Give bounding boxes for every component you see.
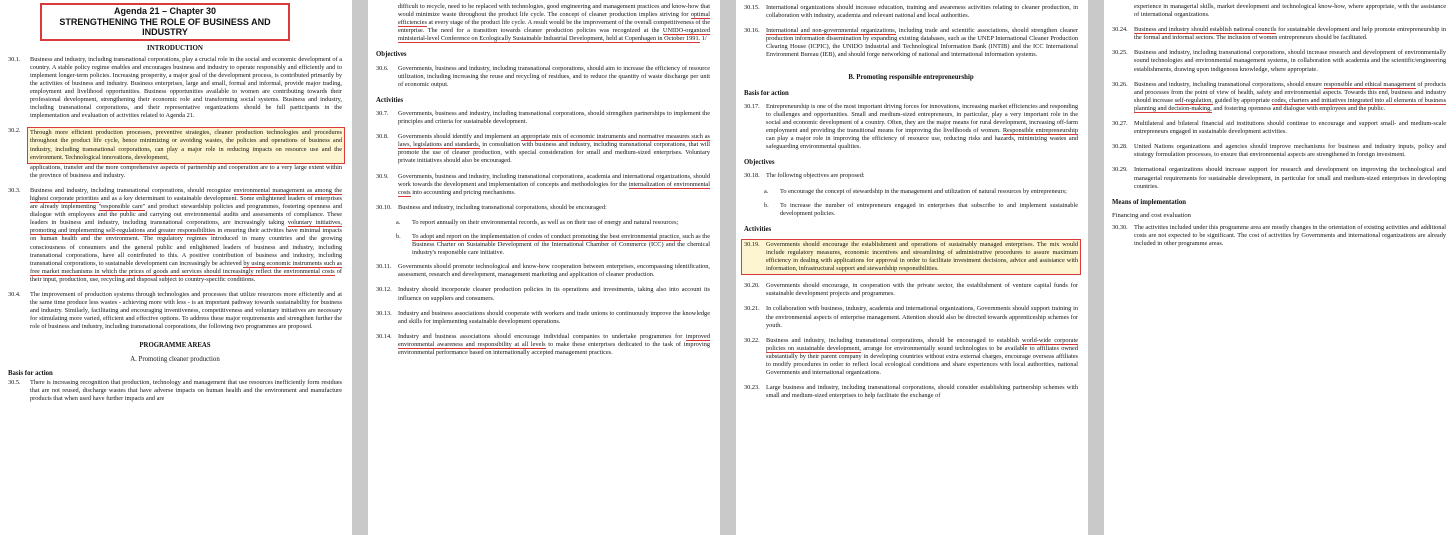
paragraph-number: 30.14. bbox=[376, 332, 392, 340]
page-2 bbox=[368, 0, 720, 535]
paragraph-text: Business and industry, including transnational corporations, should ensure bbox=[1134, 80, 1322, 88]
paragraph-number: 30.4. bbox=[8, 291, 21, 299]
paragraph-text: The activities included under this programme area are mostly changes in the orientation of existing activities and additional costs are not expected to be significant. The cost of activities by Governments and international organizations are already included in other programme areas. bbox=[1134, 223, 1446, 248]
paragraph-text: Governments should identify and implement an bbox=[398, 133, 520, 141]
underlined-phrase: optimal efficiencies bbox=[398, 11, 710, 27]
paragraph-30-28 bbox=[1112, 143, 1446, 159]
paragraph-text: at every stage of the product life cycle. A result would be the improvement of the overall competitiveness of the enterprise. The need for a transition towards cleaner production policies was recognized at the bbox=[398, 19, 711, 35]
paragraph-30-26 bbox=[1112, 81, 1446, 113]
highlighted-passage: Governments should encourage the establishment and operations of sustainably managed enterprises. The mix would include regulatory measures, economic incentives and streamlining of administrative procedures to assure maximum efficiency in dealing with applications for approval in order to facilitate investment decisions, advice and assistance with information, infrastructural support and stewardship responsibilities. bbox=[766, 240, 1078, 273]
paragraph-number: 30.1. bbox=[8, 55, 21, 63]
paragraph-text: Entrepreneurship is one of the most important driving forces for innovations, increasing market efficiencies and responding to challenges and opportunities. Small and medium-sized entrepreneurs, in particular, play a very important role in the social and economic development of a country. Often, they are the major means for rural development, increasing off-farm employment and providing the transitional means for improving the livelihoods of women. bbox=[766, 102, 1078, 135]
underlined-phrase: To adopt and report on the implementation of codes of conduct promoting the best environmental practice, bbox=[412, 232, 681, 240]
subitem-text: To encourage the concept of stewardship in the management and utilization of natural resources by entrepreneurs; bbox=[780, 187, 1067, 195]
paragraph-30-6 bbox=[376, 65, 710, 89]
paragraph-30-5 bbox=[8, 379, 342, 403]
paragraph-30-11 bbox=[376, 263, 710, 279]
paragraph-text: United Nations organizations and agencies should improve mechanisms for business and industry inputs, policy and strategy formulation processes, to ensure that environmental aspects are strengthened in foreign investment. bbox=[1134, 143, 1446, 159]
subitem-text: such as the Business Charter on Sustainable Development of the International Chamber of Commerce (ICC) and the chemical industry's responsible care initiative. bbox=[412, 232, 710, 257]
paragraph-text: There is increasing recognition that production, technology and management that use resources inefficiently form residues that are not reused, discharge wastes that have adverse impacts on human health and the environment and manufacture products that when used have further impacts and are bbox=[30, 378, 342, 402]
underlined-phrase: self-regulation, bbox=[1174, 96, 1213, 104]
paragraph-number: 30.19. bbox=[744, 240, 760, 248]
paragraph-text: Industry and business associations should cooperate with workers and trade unions to continuously improve the knowledge and skills for implementing sustainable development operations. bbox=[398, 309, 710, 325]
basis-for-action-heading: Basis for action bbox=[8, 369, 53, 377]
subitem-a bbox=[396, 219, 710, 227]
paragraph-30-23 bbox=[744, 384, 1078, 400]
paragraph-text: of products and processes from the point of view of health, safety and environmental aspects. Towards this end, business and industry should increase bbox=[1134, 80, 1447, 104]
paragraph-number: 30.28. bbox=[1112, 143, 1128, 151]
activities-heading: Activities bbox=[744, 225, 772, 233]
paragraph-30-19 bbox=[741, 239, 1081, 275]
underlined-phrase: International and non-governmental organizations, bbox=[766, 27, 897, 35]
paragraph-30-20 bbox=[744, 282, 1078, 298]
paragraph-number: 30.13. bbox=[376, 309, 392, 317]
paragraph-number: 30.11. bbox=[376, 263, 392, 271]
paragraph-number: 30.2. bbox=[8, 127, 21, 135]
subitem-letter: b. bbox=[396, 232, 401, 240]
subitem-text: To report annually on their environmental records, as well as on their use of energy and natural resources; bbox=[412, 218, 679, 226]
subitem-text: To increase the number of entrepreneurs engaged in enterprises that subscribe to and implement sustainable development policies. bbox=[780, 201, 1078, 217]
paragraph-number: 30.6. bbox=[376, 64, 389, 72]
paragraph-text: Business and industry, including transnational corporations, play a crucial role in the social and economic development of a country. A stable policy regime enables and encourages business and industry to operate responsibly and efficiently and to implement longer-term policies. Increasing prosperity, a major goal of the development process, is contributed primarily by the activities of business and industry. Business enterprises, large and small, formal and informal, provide major trading, employment and livelihood opportunities. Business opportunities available to women are contributing towards their professional development, strengthening their economic role and transforming social systems. Business and industry, including transnational corporations, and their representative organizations should be full participants in the implementation and evaluation of activities related to Agenda 21. bbox=[30, 55, 342, 120]
paragraph-text: and fostering openness and dialogue with employees and the public. bbox=[1213, 104, 1386, 112]
paragraph-number: 30.29. bbox=[1112, 166, 1128, 174]
paragraph-text: and as a key determinant to sustainable development. Some enlightened leaders of enterprises are already implementing bbox=[30, 195, 342, 211]
paragraph-30-14 bbox=[376, 333, 710, 357]
paragraph-number: 30.5. bbox=[8, 378, 21, 386]
paragraph-text: applications, transfer and the more comprehensive aspects of partnership and cooperation are to a very large extent within the province of business and industry. bbox=[30, 163, 342, 179]
paragraph-text: Industry should incorporate cleaner production policies in its operations and investments, taking also into account its influence on suppliers and consumers. bbox=[398, 286, 710, 302]
paragraph-30-16 bbox=[744, 27, 1078, 59]
paragraph-text: in consultation with business and industry, including transnational corporations, that will promote the use of cleaner production, with special consideration for small and medium-sized enterprises. Voluntary private initiatives should also be encouraged. bbox=[398, 141, 711, 165]
page-3 bbox=[736, 0, 1088, 535]
paragraph-30-10 bbox=[376, 204, 710, 212]
paragraph-text: of their input, production, use, recycling and disposal subject to country-specific conditions. bbox=[30, 267, 343, 283]
paragraph-text: guided by appropriate bbox=[1214, 96, 1270, 104]
paragraph-30-21 bbox=[744, 305, 1078, 329]
paragraph-30-15 bbox=[744, 4, 1078, 20]
paragraph-number: 30.22. bbox=[744, 336, 760, 344]
page-1 bbox=[0, 0, 352, 535]
paragraph-text: including trade and scientific associations, should strengthen cleaner production information dissemination by expanding existing databases, such as the UNEP International Cleaner Production Clearing House (ICPIC), the UNIDO Industrial and Technological Information Bank (INTIB) and the ICC International Environment Bureau (IEB), and should forge networking of national and international information systems. bbox=[766, 27, 1079, 59]
paragraph-text: Business and industry, including transnational corporations, should increase research and development of environmentally sound technologies and environmental management systems, in collaboration with academia and the scientific/engineering establishments, drawing upon indigenous knowledge, where appropriate. bbox=[1134, 49, 1446, 73]
paragraph-30-13 bbox=[376, 310, 710, 326]
paragraph-30-30 bbox=[1112, 224, 1446, 248]
subitem-letter: b. bbox=[764, 201, 769, 209]
paragraph-text: The following objectives are proposed: bbox=[766, 172, 865, 180]
paragraph-number: 30.23. bbox=[744, 384, 760, 392]
title-line-2: STRENGTHENING THE ROLE OF BUSINESS AND INDUSTRY bbox=[59, 16, 271, 37]
paragraph-30-27 bbox=[1112, 120, 1446, 136]
paragraph-number: 30.17. bbox=[744, 102, 760, 110]
paragraph-number: 30.21. bbox=[744, 305, 760, 313]
underlined-phrase: "responsible care" bbox=[98, 203, 146, 211]
paragraph-number: 30.16. bbox=[744, 27, 760, 35]
document-title bbox=[40, 3, 290, 41]
programme-areas-heading: PROGRAMME AREAS bbox=[139, 341, 211, 349]
continued-paragraph bbox=[376, 3, 710, 43]
paragraph-number: 30.27. bbox=[1112, 120, 1128, 128]
programme-area-b-heading: B. Promoting responsible entrepreneurship bbox=[848, 73, 974, 81]
paragraph-number: 30.12. bbox=[376, 286, 392, 294]
paragraph-30-25 bbox=[1112, 49, 1446, 73]
paragraph-text: can play a major role in improving the efficiency of resource use, reducing risks and hazards, minimizing wastes and safeguarding environmental qualities. bbox=[766, 135, 1078, 151]
underlined-phrase: Business and industry should establish national councils bbox=[1134, 26, 1277, 34]
paragraph-text: Governments should promote technological and know-how cooperation between enterprises, encompassing identification, assessment, research and development, management marketing and application of cleaner production. bbox=[398, 263, 710, 279]
underlined-phrase: UNIDO-organized ministerial-level Conference on Ecologically Sustainable Industrial Development, held at Copenhagen in October 1991. bbox=[398, 27, 711, 43]
paragraph-number: 30.26. bbox=[1112, 80, 1128, 88]
paragraph-text: Governments should encourage, in cooperation with the private sector, the establishment of venture capital funds for sustainable development projects and programmes. bbox=[766, 282, 1078, 298]
underlined-phrase: voluntary initiatives, promoting and implementing self-regulations and greater responsibilities bbox=[30, 219, 342, 235]
subitem-a bbox=[764, 188, 1078, 196]
paragraph-text: arrange for environmentally sound technologies to be available to affiliates owned substantially by their parent company in developing countries without extra external charges, encourage overseas affiliates to modify procedures in order to reflect local ecological conditions and share experiences with local authorities, national Governments and international organizations. bbox=[766, 344, 1079, 377]
paragraph-30-1 bbox=[8, 56, 342, 121]
objectives-heading: Objectives bbox=[744, 159, 775, 167]
underlined-phrase: codes, charters and initiatives integrated into all elements of business planning and decision-making, bbox=[1134, 96, 1447, 112]
paragraph-text: The improvement of production systems through technologies and processes that utilize resources more efficiently and at the same time produce less wastes - achieving more with less - is an important pathway towards sustainability for business and industry. Similarly, facilitating and encouraging inventiveness, competitiveness and voluntary initiatives are necessary for stimulating more varied, efficient and effective options. To address these major requirements and strengthen further the role of business and industry, including transnational corporations, the following two programmes are proposed. bbox=[30, 291, 342, 331]
underlined-phrase: improved environmental awareness and responsibility at all levels bbox=[398, 332, 710, 348]
paragraph-number: 30.18. bbox=[744, 172, 760, 180]
paragraph-number: 30.3. bbox=[8, 186, 21, 194]
highlighted-passage: Through more efficient production processes, preventive strategies, cleaner production technologies and procedures throughout the product life cycle, hence minimizing or avoiding wastes, the policies and operations of business and industry, including transnational corporations, can play a major role in reducing impacts on resource use and the environment. Technological innovations, development, bbox=[27, 127, 345, 163]
page-4 bbox=[1104, 0, 1456, 535]
underlined-phrase: Responsible entrepreneurship bbox=[1002, 127, 1078, 135]
basis-for-action-heading: Basis for action bbox=[744, 89, 789, 97]
paragraph-number: 30.9. bbox=[376, 172, 389, 180]
paragraph-30-4 bbox=[8, 291, 342, 331]
paragraph-number: 30.24. bbox=[1112, 26, 1128, 34]
paragraph-text: International organizations should increase education, training and awareness activities relating to cleaner production, in collaboration with industry, academia and relevant national and local authorities. bbox=[766, 4, 1078, 20]
paragraph-30-18 bbox=[744, 172, 1078, 180]
paragraph-30-12 bbox=[376, 286, 710, 302]
paragraph-text: for sustainable development and help promote entrepreneurship in the formal and informal sectors. The inclusion of women entrepreneurs should be facilitated. bbox=[1134, 26, 1446, 42]
underlined-phrase: appropriate mix of economic instruments and normative measures such as laws, legislations and standards, bbox=[398, 133, 710, 149]
activities-heading: Activities bbox=[376, 96, 404, 104]
underlined-phrase: by using economic instruments such as free market mechanisms in which the prices of goods and services should increasingly reflect the environmental costs bbox=[30, 259, 343, 275]
paragraph-30-2 bbox=[8, 127, 342, 180]
paragraph-30-9 bbox=[376, 173, 710, 197]
paragraph-number: 30.25. bbox=[1112, 49, 1128, 57]
means-of-implementation-heading: Means of implementation bbox=[1112, 198, 1187, 206]
programme-area-a-heading: A. Promoting cleaner production bbox=[130, 355, 220, 363]
paragraph-text: in ensuring their activities have minimal impacts on human health and the environment. The regulatory regimes introduced in many countries and the growing consciousness of consumers and the general public and enlightened leaders of business and industry, including transnational corporations, have all contributed to this. A positive contribution of business and industry, including transnational corporations, to sustainable development can increasingly be achieved bbox=[30, 227, 342, 267]
paragraph-number: 30.10. bbox=[376, 203, 392, 211]
paragraph-text: Business and industry, including transnational corporations, should recognize bbox=[30, 186, 232, 194]
paragraph-text: Business and industry, including transnational corporations, should be encouraged: bbox=[398, 203, 607, 211]
paragraph-number: 30.7. bbox=[376, 109, 389, 117]
underlined-phrase: environmental management as among the highest corporate priorities bbox=[30, 186, 343, 202]
paragraph-30-17 bbox=[744, 103, 1078, 152]
subitem-letter: a. bbox=[396, 218, 401, 226]
continued-paragraph: experience in managerial skills, market development and technological know-how, where appropriate, with the assistance of international organizations. bbox=[1134, 3, 1446, 19]
title-line-1: Agenda 21 – Chapter 30 bbox=[113, 6, 217, 16]
paragraph-number: 30.20. bbox=[744, 282, 760, 290]
paragraph-text: difficult to recycle, need to be replaced with technologies, good engineering and management practices and know-how that would minimize waste throughout the product life cycle. The concept of cleaner production implies striving for bbox=[398, 3, 710, 19]
paragraph-30-8 bbox=[376, 133, 710, 165]
paragraph-text: and product stewardship policies and programmes, fostering openness and dialogue with employees and the public and carrying out environmental audits and assessments of compliance. These leaders in business and industry, including transnational corporations, are increasingly taking bbox=[30, 203, 342, 227]
paragraph-30-3 bbox=[8, 187, 342, 284]
paragraph-30-7 bbox=[376, 110, 710, 126]
paragraph-30-24 bbox=[1112, 26, 1446, 42]
paragraph-text: Multilateral and bilateral financial aid institutions should continue to encourage and support small- and medium-scale entrepreneurs engaged in sustainable development activities. bbox=[1134, 120, 1446, 136]
introduction-heading: INTRODUCTION bbox=[146, 43, 203, 52]
financing-heading: Financing and cost evaluation bbox=[1112, 211, 1191, 219]
subitem-b bbox=[764, 202, 1078, 218]
paragraph-text: to make these enterprises dedicated to the task of improving environmental performance based on internationally accepted management practices. bbox=[398, 340, 710, 356]
footnote-ref: 1/ bbox=[701, 35, 707, 43]
paragraph-text: Industry and business associations should encourage individual companies to undertake programmes for bbox=[398, 332, 683, 340]
underlined-phrase: responsible and ethical management bbox=[1323, 80, 1416, 88]
objectives-heading: Objectives bbox=[376, 51, 407, 59]
paragraph-text: into accounting and pricing mechanisms. bbox=[412, 188, 516, 196]
paragraph-text: International organizations should increase support for research and development on improving the technological and managerial requirements for sustainable development, in particular for small and medium-sized enterprises in developing countries. bbox=[1134, 166, 1446, 190]
paragraph-number: 30.8. bbox=[376, 133, 389, 141]
paragraph-text: In collaboration with business, industry, academia and international organizations, Governments should support training in the environmental aspects of enterprise management. Attention should also be directed towards apprenticeship schemes for youth. bbox=[766, 305, 1078, 329]
subitem-b bbox=[396, 233, 710, 257]
paragraph-text: Governments, business and industry, including transnational corporations, academia and international organizations, should work towards the development and implementation of concepts and methodologies for the bbox=[398, 172, 710, 188]
paragraph-number: 30.30. bbox=[1112, 223, 1128, 231]
underlined-phrase: world-wide corporate policies on sustainable development, bbox=[766, 336, 1078, 352]
paragraph-30-29 bbox=[1112, 166, 1446, 190]
paragraph-text: Governments, business and industry, including transnational corporations, should strengthen partnerships to implement the principles and criteria for sustainable development. bbox=[398, 109, 710, 126]
paragraph-30-22 bbox=[744, 337, 1078, 377]
paragraph-text: Business and industry, including transnational corporations, should be encouraged to establish bbox=[766, 336, 1019, 344]
paragraph-text: Governments, business and industry, including transnational corporations, should aim to increase the efficiency of resource utilization, including increasing the reuse and recycling of residues, and to reduce the quantity of waste discharge per unit of economic output. bbox=[398, 64, 710, 88]
paragraph-number: 30.15. bbox=[744, 4, 760, 11]
paragraph-text: Large business and industry, including transnational corporations, should consider establishing partnership schemes with small and medium-sized enterprises to help facilitate the exchange of bbox=[766, 384, 1078, 400]
subitem-letter: a. bbox=[764, 187, 769, 195]
underlined-phrase: internalization of environmental costs bbox=[398, 180, 710, 196]
